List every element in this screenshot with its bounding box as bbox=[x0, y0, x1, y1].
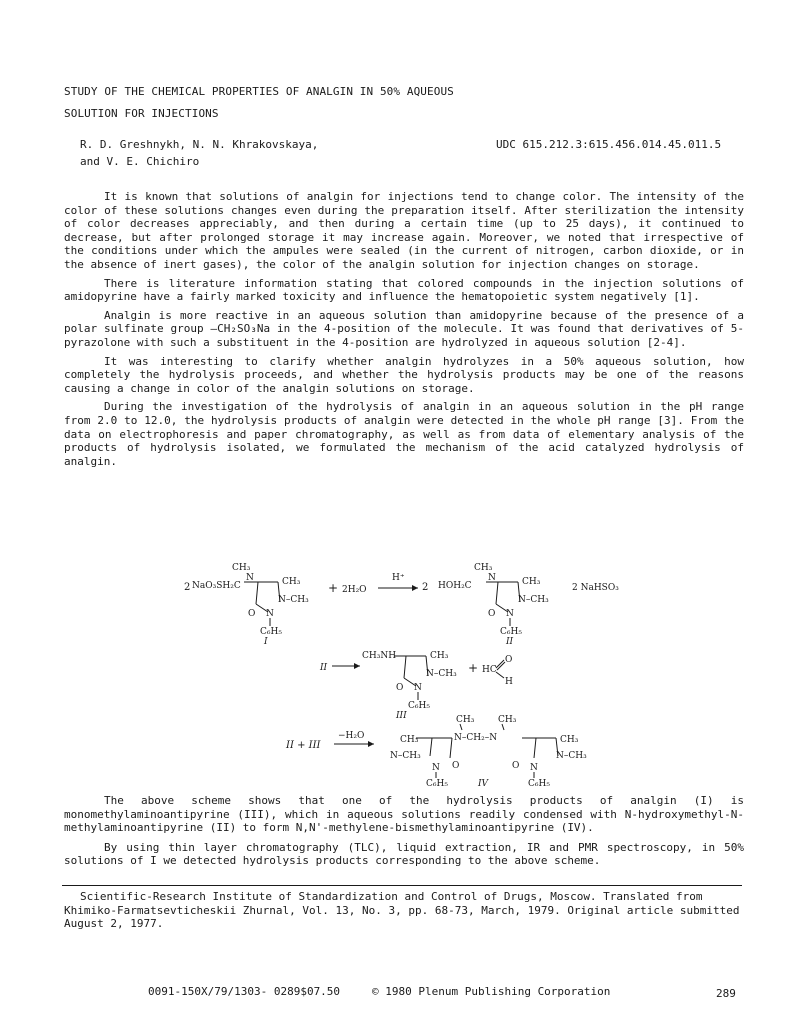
plus-sign: + bbox=[468, 661, 479, 675]
compound-IV-structure bbox=[390, 715, 587, 789]
paragraph: By using thin layer chromatography (TLC), liquid extraction, IR and PMR spectroscopy, in 50% solutions of I we detected hydrolysis products corresponding to the above scheme. bbox=[64, 840, 744, 868]
compound-I-structure bbox=[184, 563, 309, 647]
sulfinate-group: NaO₃SH₂C bbox=[192, 581, 241, 591]
compound-label-II: II bbox=[506, 637, 514, 647]
coefficient: 2 bbox=[184, 582, 191, 593]
oxygen-label: O bbox=[248, 609, 256, 619]
methyl-label: CH₃ bbox=[456, 715, 475, 725]
methylamino-group: CH₃NH bbox=[362, 651, 397, 661]
udc-code: UDC 615.212.3:615.456.014.45.011.5 bbox=[496, 138, 722, 151]
paragraph: There is literature information stating that colored compounds in the injection solutions of amidopyrine have a fairly marked toxicity and influence the hematopoietic system negatively [1]. bbox=[64, 276, 744, 304]
methylene-bridge: N–CH₂–N bbox=[454, 733, 498, 743]
authors bbox=[80, 136, 318, 170]
condensation-reactants: II + III bbox=[286, 740, 321, 751]
title-line-2: SOLUTION FOR INJECTIONS bbox=[64, 107, 219, 120]
body-text bbox=[64, 190, 744, 473]
paragraph: It is known that solutions of analgin for injections tend to change color. The intensity of the color of these solutions changes even during the preparation itself. After sterilization the intensity of color decreases appreciably, and then during a certain time (up to 25 days), it continued to decrease, but after prolonged storage it may increase again. Moreover, we noted that irrespective of the conditions under which the ampules were sealed (in the current of nitrogen, carbon dioxide, or in the absence of inert gases), the color of the analgin solution for injection changes on storage. bbox=[64, 190, 744, 271]
formaldehyde-structure bbox=[482, 655, 513, 687]
compound-III-structure bbox=[362, 651, 457, 721]
n-methyl-label: N–CH₃ bbox=[390, 751, 421, 761]
article-title bbox=[64, 81, 454, 125]
phenyl-label: C₆H₅ bbox=[500, 627, 522, 637]
formaldehyde-oxygen: O bbox=[505, 655, 513, 665]
formaldehyde-hydrogen: H bbox=[505, 677, 513, 687]
nitrogen-label: N bbox=[530, 763, 538, 773]
water-reagent: 2H₂O bbox=[342, 585, 367, 595]
methyl-label: CH₃ bbox=[282, 577, 301, 587]
acid-catalyst: H⁺ bbox=[392, 573, 405, 583]
phenyl-label: C₆H₅ bbox=[426, 779, 448, 789]
methyl-label: CH₃ bbox=[498, 715, 517, 725]
nitrogen-label: N bbox=[432, 763, 440, 773]
water-loss: −H₂O bbox=[338, 731, 365, 741]
authors-line-1: R. D. Greshnykh, N. N. Khrakovskaya, bbox=[80, 138, 319, 151]
methyl-label: CH₃ bbox=[522, 577, 541, 587]
n-methyl-label: N–CH₃ bbox=[518, 595, 549, 605]
n-methyl-label: N–CH₃ bbox=[426, 669, 457, 679]
methyl-label: CH₃ bbox=[474, 563, 493, 573]
body-text-continued bbox=[64, 794, 744, 874]
compound-label-IV: IV bbox=[478, 779, 489, 789]
n-methyl-label: N–CH₃ bbox=[556, 751, 587, 761]
paragraph: During the investigation of the hydrolysis of analgin in an aqueous solution in the pH range from 2.0 to 12.0, the hydrolysis products of analgin were detected in the whole pH range [3]. From the data on electrophoresis and paper chromatography, as well as from data of elementary analysis of the products of hydrolysis isolated, we formulated the mechanism of the acid catalyzed hydrolysis of analgin. bbox=[64, 400, 744, 468]
methyl-label: CH₃ bbox=[560, 735, 579, 745]
phenyl-label: C₆H₅ bbox=[260, 627, 282, 637]
sodium-bisulfite: 2 NaHSO₃ bbox=[572, 583, 619, 593]
nitrogen-label: N bbox=[414, 683, 422, 693]
compound-II-structure bbox=[422, 563, 549, 647]
plus-sign: + bbox=[328, 581, 339, 595]
paragraph: The above scheme shows that one of the hydrolysis products of analgin (I) is monomethylaminoantipyrine (III), which in aqueous solutions readily condensed with N-hydroxymethyl-N-methylaminoantipyrine (II) to form N,N'-methylene-bismethylaminoantipyrine (IV). bbox=[64, 794, 744, 835]
compound-label-I: I bbox=[264, 637, 268, 647]
nitrogen-label: N bbox=[266, 609, 274, 619]
methyl-label: CH₃ bbox=[430, 651, 449, 661]
title-line-1: STUDY OF THE CHEMICAL PROPERTIES OF ANALGIN IN 50% AQUEOUS bbox=[64, 85, 454, 98]
hydroxymethyl-group: HOH₂C bbox=[438, 581, 472, 591]
methyl-label: CH₃ bbox=[232, 563, 251, 573]
copyright-notice: © 1980 Plenum Publishing Corporation bbox=[372, 985, 611, 998]
compound-label-II: II bbox=[320, 663, 328, 673]
publication-code: 0091-150X/79/1303- 0289$07.50 bbox=[148, 985, 341, 998]
coefficient: 2 bbox=[422, 582, 429, 593]
oxygen-label: O bbox=[396, 683, 404, 693]
nitrogen-label: N bbox=[246, 573, 254, 583]
paragraph: Analgin is more reactive in an aqueous solution than amidopyrine because of the presence of a polar sulfinate group —CH₂SO₃Na in the 4-position of the molecule. It was found that derivatives of 5-pyrazolone with such a substituent in the 4-position are hydrolyzed in aqueous solution [2-4]. bbox=[64, 308, 744, 349]
authors-line-2: and V. E. Chichiro bbox=[80, 155, 200, 168]
oxygen-label: O bbox=[452, 761, 460, 771]
nitrogen-label: N bbox=[506, 609, 514, 619]
affiliation-footnote: Scientific-Research Institute of Standardization and Control of Drugs, Moscow. Translated from Khimiko-Farmatsevticheskii Zhurnal, Vol. 13, No. 3, pp. 68-73, March, 1979. Original article submitted August 2, 1977. bbox=[64, 890, 740, 931]
formaldehyde-carbon: HC bbox=[482, 665, 497, 675]
phenyl-label: C₆H₅ bbox=[528, 779, 550, 789]
hydrolysis-reaction-scheme bbox=[160, 558, 640, 790]
oxygen-label: O bbox=[488, 609, 496, 619]
nitrogen-label: N bbox=[488, 573, 496, 583]
compound-label-III: III bbox=[396, 711, 407, 721]
page-number: 289 bbox=[716, 987, 736, 1000]
phenyl-label: C₆H₅ bbox=[408, 701, 430, 711]
oxygen-label: O bbox=[512, 761, 520, 771]
footnote-divider bbox=[62, 885, 742, 886]
paragraph: It was interesting to clarify whether analgin hydrolyzes in a 50% aqueous solution, how completely the hydrolysis proceeds, and whether the hydrolysis products may be one of the reasons causing a change in color of the analgin solutions on storage. bbox=[64, 354, 744, 395]
n-methyl-label: N–CH₃ bbox=[278, 595, 309, 605]
methyl-label: CH₃ bbox=[400, 735, 419, 745]
